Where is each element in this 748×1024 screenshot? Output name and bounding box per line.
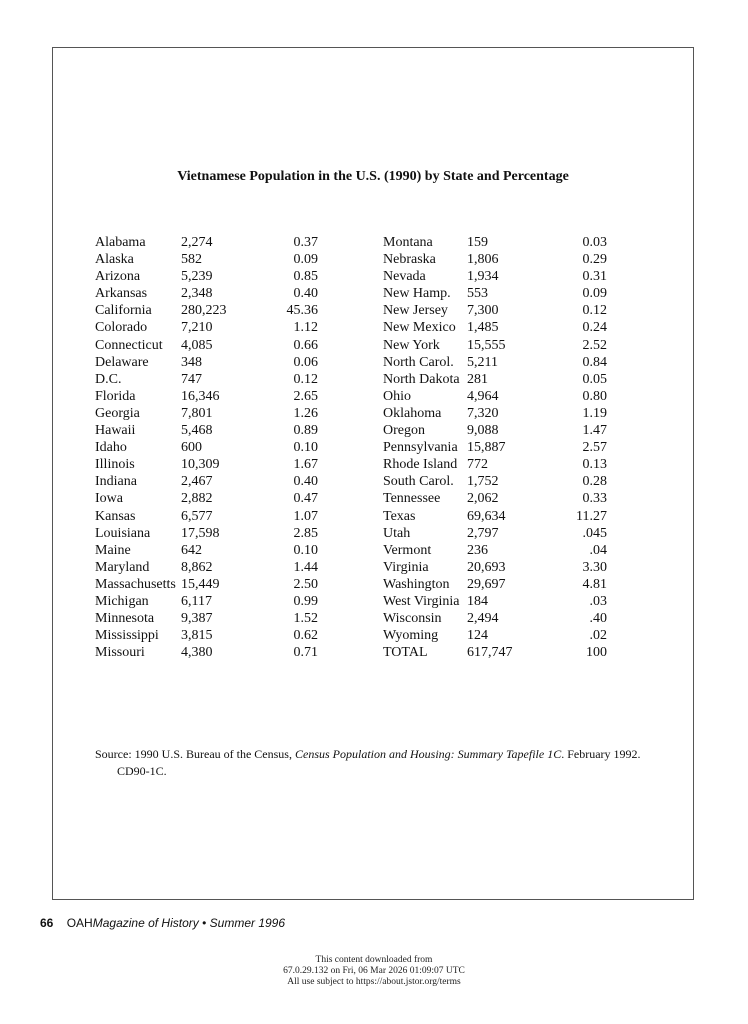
population-value: 20,693 (467, 559, 506, 575)
percentage-value: 0.80 (582, 388, 607, 404)
percentage-value: 2.57 (582, 440, 607, 456)
population-value: 5,211 (467, 354, 498, 370)
population-value: 553 (467, 286, 488, 302)
percentage-value: 0.13 (582, 457, 607, 473)
issue-label: Summer 1996 (209, 916, 286, 930)
state-name: Alabama (95, 235, 146, 250)
percentage-value: .04 (589, 542, 607, 558)
population-value: 6,577 (181, 508, 213, 524)
population-value: 124 (467, 628, 488, 644)
state-name: Nebraska (383, 252, 436, 268)
percentage-value: 2.52 (582, 337, 607, 353)
state-name: Mississippi (95, 628, 159, 644)
percentage-value: .03 (589, 593, 607, 609)
state-name: Maryland (95, 559, 150, 575)
percentage-value: 45.36 (286, 303, 318, 319)
state-name: Pennsylvania (383, 440, 458, 456)
percentage-value: 0.66 (293, 337, 318, 353)
state-name: West Virginia (383, 593, 460, 609)
state-name: Kansas (95, 508, 136, 524)
percentage-value: 2.85 (293, 525, 318, 541)
download-line: This content downloaded from (315, 955, 433, 965)
percentage-value: 100 (586, 645, 607, 661)
percentage-value: 1.26 (293, 405, 318, 421)
table-title: Vietnamese Population in the U.S. (1990) by State and Percentage (177, 169, 569, 184)
state-name: Utah (383, 525, 411, 541)
percentage-value: 0.40 (293, 474, 318, 490)
state-name: Louisiana (95, 525, 151, 541)
percentage-value: 0.99 (293, 593, 318, 609)
source-suffix: . February 1992. (561, 747, 641, 761)
footer-separator: • (202, 916, 207, 930)
state-name: Maine (95, 542, 131, 558)
state-name: Iowa (95, 491, 123, 507)
percentage-value: 0.40 (293, 286, 318, 302)
state-name: California (95, 303, 152, 319)
percentage-value: 0.05 (582, 371, 607, 387)
percentage-value: 0.10 (293, 542, 318, 558)
state-name: South Carol. (383, 474, 454, 490)
percentage-value: 0.28 (582, 474, 607, 490)
download-line: 67.0.29.132 on Fri, 06 Mar 2026 01:09:07 UTC (283, 966, 465, 976)
population-value: 10,309 (181, 457, 220, 473)
state-name: Florida (95, 388, 136, 404)
percentage-value: 0.31 (582, 269, 607, 285)
population-value: 1,485 (467, 320, 499, 336)
percentage-value: 0.85 (293, 269, 318, 285)
percentage-value: 0.12 (293, 371, 318, 387)
state-name: Arkansas (95, 286, 148, 302)
percentage-value: 0.71 (293, 645, 318, 661)
population-value: 7,320 (467, 405, 499, 421)
state-name: Delaware (95, 354, 149, 370)
population-value: 16,346 (181, 388, 220, 404)
population-value: 772 (467, 457, 488, 473)
population-value: 617,747 (467, 645, 513, 661)
state-name: Minnesota (95, 611, 155, 627)
state-name: D.C. (95, 371, 122, 387)
state-name: TOTAL (383, 645, 428, 661)
population-value: 29,697 (467, 576, 506, 592)
state-name: Alaska (95, 252, 134, 268)
state-name: Hawaii (95, 423, 136, 439)
percentage-value: 0.09 (293, 252, 318, 268)
percentage-value: 2.50 (293, 576, 318, 592)
percentage-value: 1.44 (293, 559, 318, 575)
population-value: 236 (467, 542, 488, 558)
population-value: 184 (467, 593, 488, 609)
population-value: 600 (181, 440, 202, 456)
magazine-name: Magazine of History (92, 916, 199, 930)
source-continuation: CD90-1C. (117, 764, 167, 778)
state-name: Indiana (95, 474, 137, 490)
population-value: 7,210 (181, 320, 213, 336)
state-name: Oklahoma (383, 405, 442, 421)
population-value: 6,117 (181, 593, 212, 609)
percentage-value: 4.81 (582, 576, 607, 592)
population-value: 69,634 (467, 508, 506, 524)
percentage-value: 1.12 (293, 320, 318, 336)
percentage-value: 0.09 (582, 286, 607, 302)
population-value: 747 (181, 371, 202, 387)
state-name: Michigan (95, 593, 149, 609)
state-name: Wisconsin (383, 611, 442, 627)
page-number: 66 (40, 916, 54, 930)
state-name: Missouri (95, 645, 145, 661)
population-value: 3,815 (181, 628, 213, 644)
population-value: 1,934 (467, 269, 499, 285)
percentage-value: 2.65 (293, 388, 318, 404)
population-value: 2,274 (181, 235, 213, 250)
percentage-value: .02 (589, 628, 607, 644)
percentage-value: 1.47 (582, 423, 607, 439)
publisher-name: OAH (66, 916, 93, 930)
population-value: 2,467 (181, 474, 213, 490)
state-name: Nevada (383, 269, 426, 285)
population-value: 281 (467, 371, 488, 387)
population-value: 15,555 (467, 337, 506, 353)
state-name: New Jersey (383, 303, 448, 319)
percentage-value: 3.30 (582, 559, 607, 575)
percentage-value: 0.84 (582, 354, 607, 370)
population-value: 2,062 (467, 491, 499, 507)
percentage-value: .045 (582, 525, 607, 541)
percentage-value: 0.37 (293, 235, 318, 250)
population-value: 642 (181, 542, 202, 558)
population-value: 7,801 (181, 405, 213, 421)
population-value: 280,223 (181, 303, 227, 319)
percentage-value: 0.10 (293, 440, 318, 456)
population-value: 9,387 (181, 611, 213, 627)
population-value: 2,882 (181, 491, 213, 507)
state-name: Texas (383, 508, 416, 524)
percentage-value: 0.33 (582, 491, 607, 507)
population-value: 1,806 (467, 252, 499, 268)
population-value: 4,380 (181, 645, 213, 661)
population-value: 2,494 (467, 611, 499, 627)
state-name: Washington (383, 576, 450, 592)
population-value: 159 (467, 235, 488, 250)
population-value: 1,752 (467, 474, 499, 490)
percentage-value: 0.24 (582, 320, 607, 336)
percentage-value: 0.06 (293, 354, 318, 370)
state-name: North Dakota (383, 371, 460, 387)
state-name: Connecticut (95, 337, 163, 353)
percentage-value: 0.47 (293, 491, 318, 507)
state-name: Virginia (383, 559, 429, 575)
percentage-value: 0.89 (293, 423, 318, 439)
state-name: Vermont (383, 542, 432, 558)
state-name: New York (383, 337, 440, 353)
source-note (95, 746, 675, 780)
state-name: North Carol. (383, 354, 454, 370)
population-value: 9,088 (467, 423, 499, 439)
source-title: Census Population and Housing: Summary Tapefile 1C (294, 747, 562, 761)
state-name: Ohio (383, 388, 411, 404)
state-name: Rhode Island (383, 457, 458, 473)
state-name: Colorado (95, 320, 148, 336)
state-name: Georgia (95, 405, 140, 421)
population-value: 7,300 (467, 303, 499, 319)
state-name: New Hamp. (383, 286, 451, 302)
population-value: 348 (181, 354, 202, 370)
state-name: Illinois (95, 457, 135, 473)
state-name: Wyoming (383, 628, 439, 644)
population-value: 5,468 (181, 423, 213, 439)
state-name: Idaho (95, 440, 127, 456)
source-prefix: Source: 1990 U.S. Bureau of the Census, (95, 747, 295, 761)
state-name: Massachusetts (95, 576, 176, 592)
population-value: 17,598 (181, 525, 220, 541)
percentage-value: 1.52 (293, 611, 318, 627)
state-name: Oregon (383, 423, 425, 439)
state-name: Arizona (95, 269, 141, 285)
percentage-value: 1.07 (293, 508, 318, 524)
population-value: 2,797 (467, 525, 499, 541)
percentage-value: 0.62 (293, 628, 318, 644)
population-value: 2,348 (181, 286, 213, 302)
percentage-value: 0.12 (582, 303, 607, 319)
page-footer (40, 916, 285, 930)
percentage-value: 0.29 (582, 252, 607, 268)
percentage-value: 1.19 (582, 405, 607, 421)
percentage-value: 1.67 (293, 457, 318, 473)
percentage-value: .40 (589, 611, 607, 627)
population-value: 4,085 (181, 337, 213, 353)
population-value: 15,887 (467, 440, 506, 456)
state-name: Montana (383, 235, 433, 250)
population-value: 15,449 (181, 576, 220, 592)
state-name: Tennessee (383, 491, 441, 507)
percentage-value: 11.27 (576, 508, 607, 524)
population-value: 5,239 (181, 269, 213, 285)
population-value: 8,862 (181, 559, 213, 575)
download-notice (0, 955, 748, 988)
population-value: 582 (181, 252, 202, 268)
download-line: All use subject to https://about.jstor.org/terms (287, 977, 461, 987)
percentage-value: 0.03 (582, 235, 607, 250)
population-value: 4,964 (467, 388, 499, 404)
state-name: New Mexico (383, 320, 456, 336)
